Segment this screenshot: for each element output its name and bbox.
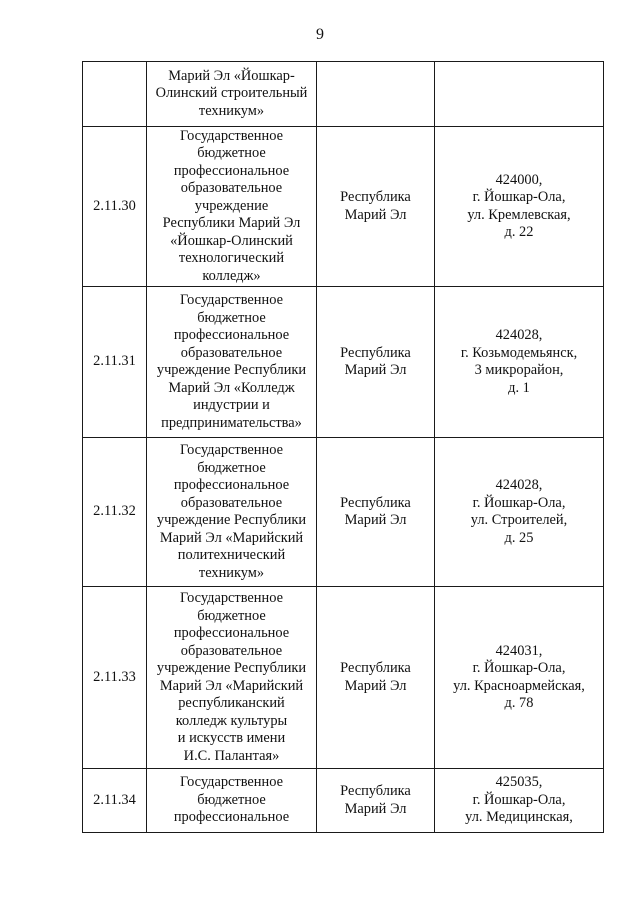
institution-name-line: предпринимательства» — [161, 414, 302, 431]
row-number: 2.11.32 — [93, 503, 136, 520]
address-line: г. Йошкар-Ола, — [472, 660, 566, 676]
institution-name-cell — [147, 769, 317, 833]
institution-name-line: Государственное — [180, 590, 283, 606]
table-row — [83, 438, 604, 587]
region-line: Республика — [340, 189, 411, 205]
table-row — [83, 587, 604, 769]
institution-name-cell — [147, 127, 317, 287]
institution-name-line: Олинский строительный — [155, 85, 308, 102]
institution-name-line: образовательное — [180, 180, 283, 197]
institution-name-line: бюджетное — [197, 309, 266, 326]
address-cell — [435, 438, 604, 587]
region-cell — [317, 769, 435, 833]
row-number-cell — [83, 62, 147, 127]
institution-name-line: учреждение Республики — [156, 512, 307, 528]
institution-name-cell — [147, 438, 317, 587]
institution-name-cell — [147, 62, 317, 127]
table-row — [83, 769, 604, 833]
address-line: 424031, — [495, 642, 543, 659]
page-number: 9 — [316, 26, 324, 43]
address-line: 424028, — [495, 327, 543, 343]
region-line: Марий Эл — [344, 512, 407, 528]
institution-name-line: образовательное — [180, 494, 283, 511]
row-number: 2.11.31 — [93, 353, 136, 370]
institution-name-line: Государственное — [180, 774, 283, 791]
institution-name-line: техникум» — [198, 564, 265, 581]
address-line: г. Йошкар-Ола, — [472, 791, 566, 808]
institution-name-line: Государственное — [180, 292, 283, 308]
institution-name-line: Марий Эл «Марийский — [159, 677, 304, 694]
row-number-cell — [83, 438, 147, 587]
row-number-cell — [83, 127, 147, 287]
region-line: Марий Эл — [344, 206, 407, 223]
address-line: д. 78 — [504, 695, 534, 711]
institution-name-line: колледж культуры — [175, 712, 288, 729]
row-number: 2.11.33 — [93, 668, 136, 685]
address-line: г. Козьмодемьянск, — [460, 344, 578, 361]
region-line: Республика — [340, 660, 411, 676]
region-cell — [317, 287, 435, 438]
institution-name-line: учреждение — [194, 197, 269, 214]
region-cell — [317, 587, 435, 769]
institution-name-line: профессиональное — [173, 625, 290, 641]
region-line: Республика — [340, 494, 411, 511]
institution-name-line: Государственное — [180, 442, 283, 458]
institution-name-cell — [147, 587, 317, 769]
institution-name-line: «Йошкар-Олинский — [170, 232, 293, 249]
address-line: д. 22 — [504, 224, 534, 240]
institution-name-line: Республики Марий Эл — [162, 215, 301, 232]
row-number: 2.11.34 — [93, 791, 136, 808]
table-row — [83, 287, 604, 438]
row-number: 2.11.30 — [93, 197, 136, 214]
row-number-cell — [83, 287, 147, 438]
institution-name-line: колледж» — [202, 267, 261, 284]
address-line: г. Йошкар-Ола, — [472, 189, 566, 205]
institution-name-line: профессиональное — [173, 162, 290, 179]
address-cell — [435, 769, 604, 833]
address-line: 3 микрорайон, — [474, 362, 564, 378]
address-line: ул. Строителей, — [470, 512, 568, 528]
institution-name-line: индустрии и — [193, 397, 270, 413]
institution-name-cell — [147, 287, 317, 438]
region-cell — [317, 127, 435, 287]
row-number-cell — [83, 769, 147, 833]
address-line: 425035, — [495, 774, 543, 791]
institution-name-line: технологический — [178, 250, 285, 267]
institution-name-line: политехнический — [177, 547, 286, 563]
institution-name-line: профессиональное — [173, 327, 290, 343]
institution-name-line: техникум» — [198, 102, 265, 119]
institution-name-line: И.С. Палантая» — [183, 747, 280, 764]
region-line: Марий Эл — [344, 362, 407, 378]
institutions-table — [82, 61, 604, 833]
institution-name-line: образовательное — [180, 344, 283, 361]
address-line: ул. Красноармейская, — [453, 677, 585, 694]
address-line: 424000, — [495, 171, 543, 188]
address-cell — [435, 62, 604, 127]
region-cell — [317, 438, 435, 587]
institution-name-line: профессиональное — [173, 809, 290, 826]
institution-name-line: Государственное — [180, 127, 283, 144]
address-line: д. 1 — [508, 379, 530, 396]
region-line: Республика — [340, 344, 411, 361]
table-row — [83, 127, 604, 287]
institution-name-line: бюджетное — [197, 145, 266, 162]
institution-name-line: бюджетное — [197, 607, 266, 624]
address-cell — [435, 587, 604, 769]
institution-name-line: республиканский — [178, 695, 285, 711]
address-line: д. 25 — [504, 529, 534, 546]
institution-name-line: Марий Эл «Колледж — [168, 379, 295, 396]
address-cell — [435, 287, 604, 438]
institution-name-line: учреждение Республики — [156, 660, 307, 676]
institution-name-line: учреждение Республики — [156, 362, 307, 378]
address-cell — [435, 127, 604, 287]
region-line: Марий Эл — [344, 800, 407, 817]
institution-name-line: профессиональное — [173, 477, 290, 493]
region-line: Республика — [340, 783, 411, 799]
address-line: г. Йошкар-Ола, — [472, 494, 566, 511]
institution-name-line: бюджетное — [197, 459, 266, 476]
institution-name-line: Марий Эл «Марийский — [159, 529, 304, 546]
institution-name-line: бюджетное — [197, 791, 266, 808]
table-row — [83, 62, 604, 127]
region-line: Марий Эл — [344, 677, 407, 694]
institution-name-line: образовательное — [180, 642, 283, 659]
institution-name-line: Марий Эл «Йошкар- — [168, 67, 295, 84]
institution-name-line: и искусств имени — [177, 730, 286, 746]
address-line: 424028, — [495, 477, 543, 493]
row-number-cell — [83, 587, 147, 769]
region-cell — [317, 62, 435, 127]
address-line: ул. Кремлевская, — [467, 206, 571, 223]
address-line: ул. Медицинская, — [465, 809, 573, 826]
